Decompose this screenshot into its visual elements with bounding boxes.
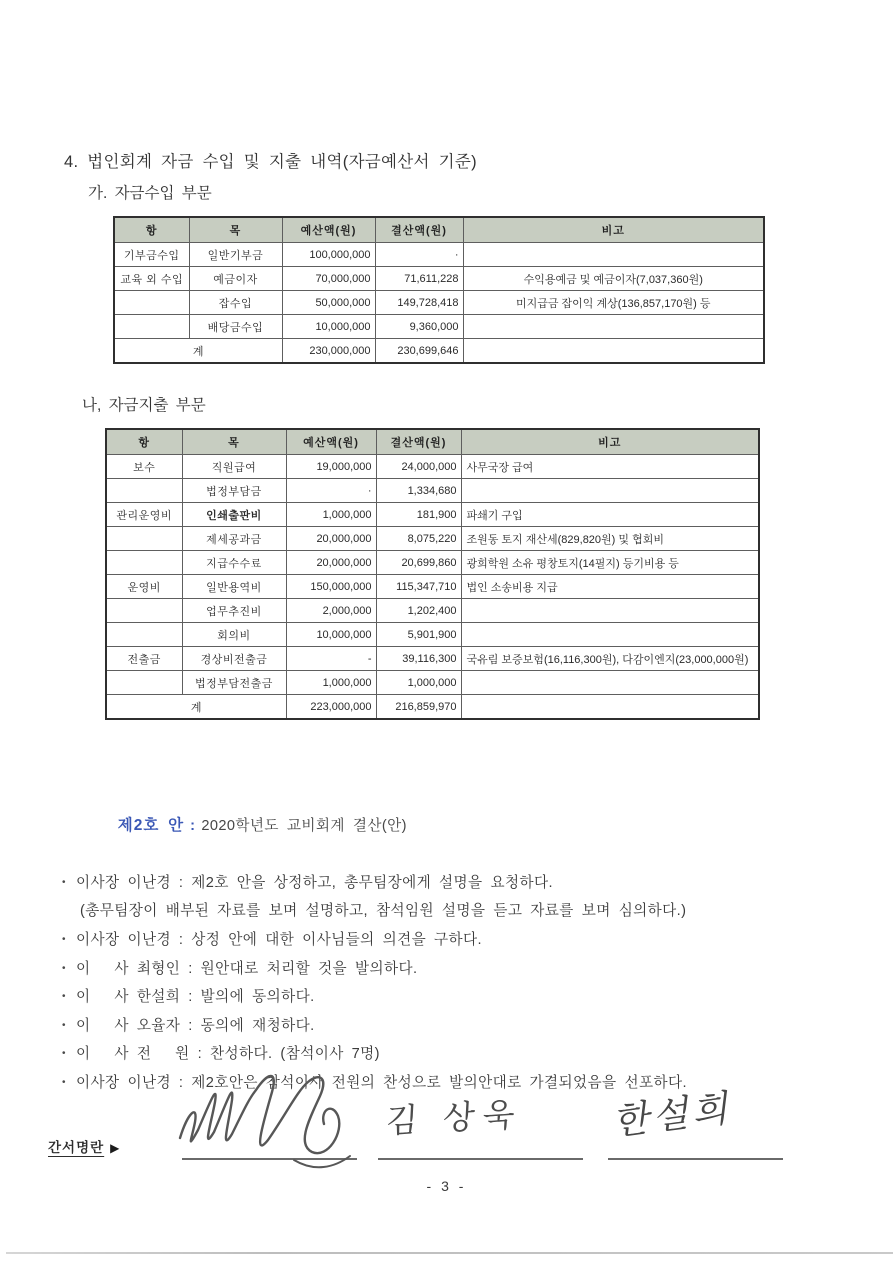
cell-budget: 70,000,000 — [282, 267, 375, 291]
cell-actual: 230,699,646 — [375, 339, 463, 364]
handwritten-signature-name: 한설희 — [613, 1086, 737, 1143]
cell-note — [461, 671, 759, 695]
cell-note: 수익용예금 및 예금이자(7,037,360원) — [463, 267, 764, 291]
cell-budget: 1,000,000 — [286, 671, 376, 695]
table-row — [106, 503, 759, 527]
cell-budget: 100,000,000 — [282, 243, 375, 267]
cell-actual: 1,202,400 — [376, 599, 461, 623]
cell-note: 법인 소송비용 지급 — [461, 575, 759, 599]
table-total-row — [106, 695, 759, 720]
cell-actual: 39,116,300 — [376, 647, 461, 671]
cell-mok: 예금이자 — [189, 267, 282, 291]
column-header: 결산액(원) — [375, 217, 463, 243]
cell-actual: · — [375, 243, 463, 267]
minutes-line — [62, 897, 874, 926]
cell-budget: 2,000,000 — [286, 599, 376, 623]
table-row — [114, 315, 764, 339]
cell-hang — [114, 315, 189, 339]
cell-mok: 제세공과금 — [182, 527, 286, 551]
signature-label-text: 간서명란 — [48, 1140, 105, 1155]
minutes-line — [62, 955, 874, 984]
cell-note: 파쇄기 구입 — [461, 503, 759, 527]
cell-note — [463, 243, 764, 267]
cell-actual: 149,728,418 — [375, 291, 463, 315]
cell-actual: 8,075,220 — [376, 527, 461, 551]
cell-note: 광희학원 소유 평창토지(14필지) 등기비용 등 — [461, 551, 759, 575]
cell-note — [461, 599, 759, 623]
cell-budget: · — [286, 479, 376, 503]
table-row — [114, 291, 764, 315]
scan-edge-line — [6, 1252, 893, 1254]
minutes-line-text: 이사장 이난경 : 제2호안은 참석이사 전원의 찬성으로 발의안대로 가결되었음을 선포하다. — [76, 1074, 687, 1091]
handwritten-signature-scribble — [174, 1060, 384, 1180]
expense-table-header-row — [106, 429, 759, 455]
cell-mok: 잡수입 — [189, 291, 282, 315]
cell-actual: 24,000,000 — [376, 455, 461, 479]
table-total-row — [114, 339, 764, 364]
agenda-separator: : — [190, 817, 196, 834]
cell-mok: 일반기부금 — [189, 243, 282, 267]
minutes-line-text: 이 사 한설희 : 발의에 동의하다. — [76, 989, 315, 1006]
cell-budget: 1,000,000 — [286, 503, 376, 527]
minutes-line — [62, 983, 874, 1012]
column-header: 결산액(원) — [376, 429, 461, 455]
cell-hang: 교육 외 수입 — [114, 267, 189, 291]
signature-slot-3 — [608, 1078, 783, 1160]
cell-hang — [106, 599, 182, 623]
cell-mok: 법정부담전출금 — [182, 671, 286, 695]
table-row — [106, 623, 759, 647]
cell-hang — [106, 623, 182, 647]
minutes-line-text: 이 사 오율자 : 동의에 재청하다. — [76, 1017, 315, 1034]
cell-actual: 1,334,680 — [376, 479, 461, 503]
expense-table — [105, 428, 760, 720]
cell-budget: 230,000,000 — [282, 339, 375, 364]
bullet-dot: • — [62, 876, 66, 888]
table-row — [114, 243, 764, 267]
agenda-number-label: 제2호 안 — [117, 816, 185, 834]
minutes-line — [62, 869, 874, 898]
minutes-line — [62, 926, 874, 955]
cell-mok: 배당금수입 — [189, 315, 282, 339]
cell-hang — [106, 551, 182, 575]
income-table — [113, 216, 765, 364]
cell-note — [461, 695, 759, 720]
table-row — [106, 671, 759, 695]
cell-mok: 법정부담금 — [182, 479, 286, 503]
cell-budget: 20,000,000 — [286, 527, 376, 551]
agenda-line — [62, 783, 874, 869]
cell-hang — [106, 479, 182, 503]
cell-note — [461, 623, 759, 647]
minutes-line-text: 이사장 이난경 : 제2호 안을 상정하고, 총무팀장에게 설명을 요청하다. — [76, 874, 553, 891]
cell-hang — [114, 291, 189, 315]
cell-budget: 150,000,000 — [286, 575, 376, 599]
cell-budget: 50,000,000 — [282, 291, 375, 315]
table-row — [106, 575, 759, 599]
bullet-dot: • — [62, 1076, 66, 1088]
bullet-dot: • — [62, 1019, 66, 1031]
cell-hang: 보수 — [106, 455, 182, 479]
column-header: 예산액(원) — [282, 217, 375, 243]
cell-budget: 10,000,000 — [286, 623, 376, 647]
bullet-dot: • — [62, 991, 66, 1003]
cell-actual: 71,611,228 — [375, 267, 463, 291]
signature-section-label — [48, 1136, 120, 1156]
cell-mok: 일반용역비 — [182, 575, 286, 599]
column-header: 비고 — [463, 217, 764, 243]
cell-mok: 업무추진비 — [182, 599, 286, 623]
cell-mok: 지급수수료 — [182, 551, 286, 575]
table-row — [106, 455, 759, 479]
page-number: - 3 - — [426, 1178, 467, 1194]
income-table-header-row — [114, 217, 764, 243]
handwritten-signature-name: 김 상욱 — [385, 1095, 524, 1140]
cell-note: 미지급금 잡이익 계상(136,857,170원) 등 — [463, 291, 764, 315]
table-row — [106, 551, 759, 575]
cell-hang — [106, 527, 182, 551]
cell-budget: 20,000,000 — [286, 551, 376, 575]
minutes-line-text: 이사장 이난경 : 상정 안에 대한 이사님들의 의견을 구하다. — [76, 931, 482, 948]
minutes-line-text: (총무팀장이 배부된 자료를 보며 설명하고, 참석임원 설명을 듣고 자료를 보며 심의하다.) — [80, 903, 687, 920]
meeting-minutes — [62, 783, 874, 1098]
cell-note — [463, 315, 764, 339]
cell-actual: 5,901,900 — [376, 623, 461, 647]
signature-slot-2 — [378, 1078, 583, 1160]
minutes-line-text: 이 사 최형인 : 원안대로 처리할 것을 발의하다. — [76, 960, 418, 977]
column-header: 목 — [182, 429, 286, 455]
bullet-dot: • — [62, 962, 66, 974]
column-header: 목 — [189, 217, 282, 243]
cell-hang — [106, 671, 182, 695]
cell-actual: 9,360,000 — [375, 315, 463, 339]
cell-total-label: 계 — [106, 695, 286, 720]
cell-note: 사무국장 급여 — [461, 455, 759, 479]
expense-subtitle: 나, 자금지출 부문 — [82, 397, 206, 414]
cell-budget: - — [286, 647, 376, 671]
cell-actual: 115,347,710 — [376, 575, 461, 599]
section-title: 4. 법인회계 자금 수입 및 지출 내역(자금예산서 기준) — [64, 153, 477, 171]
column-header: 항 — [114, 217, 189, 243]
cell-note: 조원동 토지 재산세(829,820원) 및 협회비 — [461, 527, 759, 551]
agenda-title: 2020학년도 교비회계 결산(안) — [201, 817, 407, 834]
column-header: 비고 — [461, 429, 759, 455]
cell-hang: 운영비 — [106, 575, 182, 599]
signature-slot-1 — [182, 1078, 357, 1160]
income-subtitle: 가. 자금수입 부문 — [88, 185, 212, 202]
cell-mok: 직원급여 — [182, 455, 286, 479]
cell-note — [461, 479, 759, 503]
cell-hang: 관리운영비 — [106, 503, 182, 527]
column-header: 예산액(원) — [286, 429, 376, 455]
cell-budget: 223,000,000 — [286, 695, 376, 720]
cell-mok: 회의비 — [182, 623, 286, 647]
cell-hang: 전출금 — [106, 647, 182, 671]
cell-budget: 10,000,000 — [282, 315, 375, 339]
cell-mok: 경상비전출금 — [182, 647, 286, 671]
cell-budget: 19,000,000 — [286, 455, 376, 479]
table-row — [106, 479, 759, 503]
cell-note — [463, 339, 764, 364]
table-row — [114, 267, 764, 291]
table-row — [106, 527, 759, 551]
cell-mok: 인쇄출판비 — [182, 503, 286, 527]
cell-note: 국유림 보증보험(16,116,300원), 다감이엔지(23,000,000원) — [461, 647, 759, 671]
cell-actual: 216,859,970 — [376, 695, 461, 720]
minutes-line-text: 이 사 전 원 : 찬성하다. (참석이사 7명) — [76, 1046, 380, 1063]
column-header: 항 — [106, 429, 182, 455]
minutes-line — [62, 1012, 874, 1041]
bullet-dot: • — [62, 1048, 66, 1060]
table-row — [106, 647, 759, 671]
bullet-dot: • — [62, 933, 66, 945]
cell-actual: 1,000,000 — [376, 671, 461, 695]
cell-total-label: 계 — [114, 339, 282, 364]
table-row — [106, 599, 759, 623]
cell-hang: 기부금수입 — [114, 243, 189, 267]
cell-actual: 181,900 — [376, 503, 461, 527]
cell-actual: 20,699,860 — [376, 551, 461, 575]
triangle-right-icon: ▶ — [110, 1141, 121, 1155]
